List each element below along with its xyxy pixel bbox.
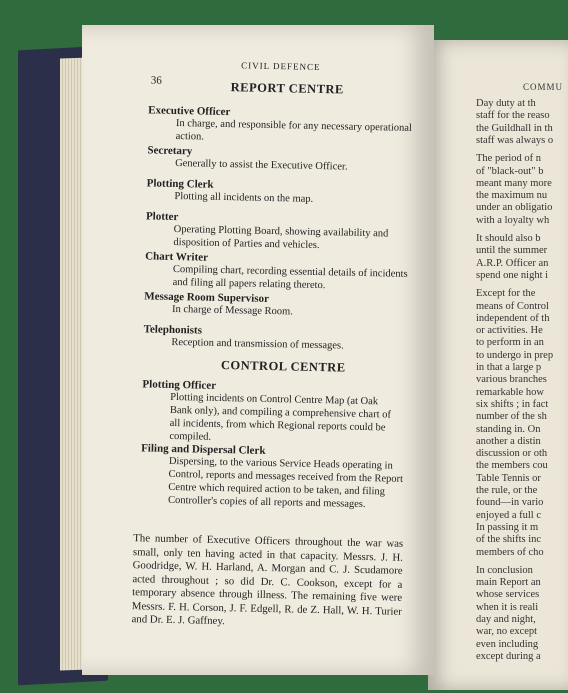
right-page-line: In conclusion [476,564,533,576]
right-page-line: spend one night i [476,269,549,281]
entry-description-line: Control, reports and messages received from the Report [168,468,404,485]
right-page-line: standing in. On [476,423,541,435]
right-page-line: under an obligatio [476,202,553,214]
entry-description-line: Controller's copies of all reports and messages. [167,494,366,511]
right-page-line: until the summer [476,245,548,257]
entry-description-line: Bank only), and compiling a comprehensive chart of [169,404,392,421]
right-page-line: independent of th [476,312,550,324]
entry-role: Executive Officer [148,104,231,119]
entry-description-line: all incidents, from which Regional reports could be [169,417,386,434]
entry-description-line: disposition of Parties and vehicles. [173,236,320,252]
right-page-line: day and night, [476,614,536,625]
entry-report-4 [144,250,407,293]
right-page-line: staff was always o [476,134,554,146]
entry-role: Message Room Supervisor [144,290,270,305]
right-page-line: various branches [476,374,547,386]
entry-description-line: action. [175,130,205,143]
right-page-line: the members cou [476,460,548,472]
entry-report-2 [146,177,313,205]
right-page-line: Table Tennis or [476,472,541,484]
entry-role: Chart Writer [145,250,209,264]
right-page-line: even including [476,638,539,650]
entry-role: Plotting Clerk [146,177,214,191]
entry-description-line: Plotting incidents on Control Centre Map (at Oak [170,391,379,408]
entry-role: Secretary [147,144,193,158]
entry-description-line: and filing all papers relating thereto. [172,276,326,292]
right-page-line: found—in vario [476,497,544,509]
right-page-line: another a distin [476,435,541,447]
right-page-line: number of the sh [476,411,547,423]
entry-report-6 [143,323,344,352]
right-page-line: to undergo in prep [476,349,554,361]
right-page-line: of the shifts inc [476,534,542,546]
closing-paragraph: The number of Executive Officers throughout the war was small, only ten having acted in that capacity. Messrs. J. H. Goodridge, W. H. Harland, A. Morgan and C. J. Scudamore acted throughout ; so did Dr. C. Cookson, except for a temporary absence through illness. The remaining five were Messrs. F. H. Corson, J. F. Edgell, R. de Z. Hall, W. H. Turier and Dr. E. J. Gaffney. [131,532,404,628]
right-page-line: In passing it m [476,521,539,533]
right-page-line: the rule, or the [476,485,538,496]
entry-description-line: In charge of Message Room. [171,303,293,318]
report-centre-title: REPORT CENTRE [230,80,344,97]
right-page-line: the Guildhall in th [476,122,553,134]
control-centre-title: CONTROL CENTRE [220,357,346,375]
right-page-line: six shifts ; in fact [476,398,549,410]
entry-report-1 [147,144,348,173]
right-page-line: remarkable how [476,386,544,398]
right-page-line: It should also b [476,233,541,244]
right-page [428,40,568,690]
entry-description-line: Plotting all incidents on the map. [174,190,314,205]
right-page-line: of "black-out" b [476,165,544,177]
entry-role: Filing and Dispersal Clerk [141,442,266,457]
entry-description-line: Centre which required action to be taken, and filing [168,481,386,498]
entry-report-5 [144,290,293,318]
right-page-line: main Report an [476,577,541,589]
right-page-line: whose services [476,589,540,601]
running-head: CIVIL DEFENCE [241,60,321,73]
right-page-line: meant many more [476,177,552,189]
right-page-line: to perform in an [476,337,544,349]
right-page-line: or activities. He [476,325,543,337]
entry-report-0 [148,104,413,148]
right-page-line: except during a [476,650,541,662]
entry-description-line: Generally to assist the Executive Officer. [175,157,348,173]
entry-description-line: In charge, and responsible for any necessary operational [175,117,412,134]
right-page-line: with a loyalty wh [476,214,550,226]
right-page-line: discussion or oth [476,448,548,460]
entry-control-0 [141,378,391,447]
right-page-line: A.R.P. Officer an [476,257,549,269]
entry-description-line: Dispersing, to the various Service Heads operating in [168,455,393,472]
right-page-line: enjoyed a full c [476,509,542,521]
entry-description-line: Reception and transmission of messages. [171,336,344,352]
entry-role: Telephonists [143,323,203,337]
entry-description-line: Compiling chart, recording essential details of incidents [172,263,408,280]
left-page [82,25,434,675]
right-page-line: in that a large p [476,362,542,373]
page-number: 36 [150,74,162,87]
right-page-line: when it is reali [476,601,539,613]
right-page-line: the maximum nu [476,190,548,202]
right-page-line: Day duty at th [476,98,536,109]
right-page-line: staff for the reaso [476,110,550,122]
right-page-line: The period of n [476,153,542,165]
right-page-line: members of cho [476,546,544,558]
entry-control-1 [140,442,404,511]
entry-role: Plotter [145,210,179,224]
right-page-line: war, no except [476,626,538,638]
entry-description-line: compiled. [169,430,212,443]
entry-role: Plotting Officer [142,378,217,392]
right-page-line: means of Control [476,300,549,312]
right-page-line: Except for the [476,288,536,300]
entry-report-3 [145,210,388,253]
right-running-head: COMMU [523,82,564,92]
entry-description-line: Operating Plotting Board, showing availability and [173,223,389,240]
